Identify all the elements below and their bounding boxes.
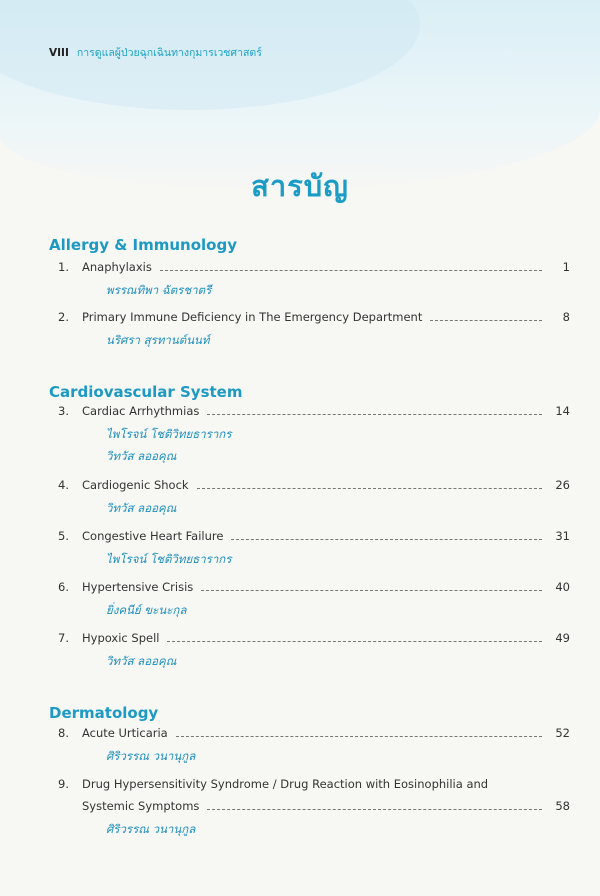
toc-entry[interactable] — [58, 529, 570, 573]
leader-line — [176, 727, 542, 737]
entry-author: วิทวัส ลออคุณ — [106, 654, 177, 668]
entry-page: 58 — [555, 799, 570, 813]
section-title-allergy: Allergy & Immunology — [49, 236, 237, 254]
entry-title[interactable]: Cardiogenic Shock — [82, 478, 189, 492]
entry-page: 26 — [555, 478, 570, 492]
toc-entry[interactable] — [58, 631, 570, 675]
entry-page: 49 — [555, 631, 570, 645]
leader-line — [207, 405, 542, 415]
entry-author: พรรณทิพา ฉัตรชาตรี — [106, 283, 212, 297]
entry-number: 6. — [58, 580, 69, 594]
entry-number: 7. — [58, 631, 69, 645]
entry-page: 8 — [562, 310, 570, 324]
book-title: การดูแลผู้ป่วยฉุกเฉินทางกุมารเวชศาสตร์ — [76, 47, 262, 59]
entry-title[interactable]: Acute Urticaria — [82, 726, 168, 740]
entry-page: 40 — [555, 580, 570, 594]
entry-number: 8. — [58, 726, 69, 740]
toc-entry[interactable] — [58, 777, 570, 843]
entry-title[interactable]: Congestive Heart Failure — [82, 529, 224, 543]
entry-title-continued[interactable]: Systemic Symptoms — [82, 799, 200, 813]
entry-number: 4. — [58, 478, 69, 492]
section-title-cardiovascular: Cardiovascular System — [49, 383, 243, 401]
leader-line — [167, 632, 542, 642]
entry-author: วิทวัส ลออคุณ — [106, 501, 177, 515]
entry-title[interactable]: Hypertensive Crisis — [82, 580, 194, 594]
entry-number: 9. — [58, 777, 69, 791]
entry-author: ยิ่งคนีย์ ขะนะกุล — [106, 603, 187, 617]
entry-page: 14 — [555, 404, 570, 418]
section-title-dermatology: Dermatology — [49, 704, 159, 722]
page-number: VIII — [49, 47, 69, 59]
entry-page: 31 — [555, 529, 570, 543]
leader-line — [231, 530, 542, 540]
running-header — [49, 44, 262, 61]
leader-line — [430, 311, 542, 321]
leader-line — [160, 261, 542, 271]
entry-number: 5. — [58, 529, 69, 543]
entry-title[interactable]: Cardiac Arrhythmias — [82, 404, 200, 418]
entry-page: 1 — [562, 260, 570, 274]
leader-line — [207, 800, 542, 810]
leader-line — [201, 581, 542, 591]
entry-author: ไพโรจน์ โชติวิทยธารากร — [106, 552, 232, 566]
toc-entry[interactable] — [58, 580, 570, 624]
entry-author: ไพโรจน์ โชติวิทยธารากร — [106, 427, 232, 441]
entry-title[interactable]: Anaphylaxis — [82, 260, 152, 274]
leader-line — [197, 479, 542, 489]
entry-page: 52 — [555, 726, 570, 740]
toc-entry[interactable] — [58, 478, 570, 522]
entry-author: วิทวัส ลออคุณ — [106, 449, 177, 463]
page-title: สารบัญ — [251, 169, 349, 203]
toc-entry[interactable] — [58, 726, 570, 770]
entry-title[interactable]: Drug Hypersensitivity Syndrome / Drug Reaction with Eosinophilia and — [82, 777, 489, 791]
entry-number: 2. — [58, 310, 69, 324]
toc-entry[interactable] — [58, 260, 570, 304]
toc-entry[interactable] — [58, 404, 570, 470]
entry-number: 3. — [58, 404, 69, 418]
entry-author: นริศรา สุรทานต์นนท์ — [106, 333, 210, 347]
entry-author: ศิริวรรณ วนานุกูล — [106, 822, 196, 836]
entry-title[interactable]: Hypoxic Spell — [82, 631, 160, 645]
toc-entry[interactable] — [58, 310, 570, 354]
entry-author: ศิริวรรณ วนานุกูล — [106, 749, 196, 763]
entry-title[interactable]: Primary Immune Deficiency in The Emergency Department — [82, 310, 423, 324]
entry-number: 1. — [58, 260, 69, 274]
